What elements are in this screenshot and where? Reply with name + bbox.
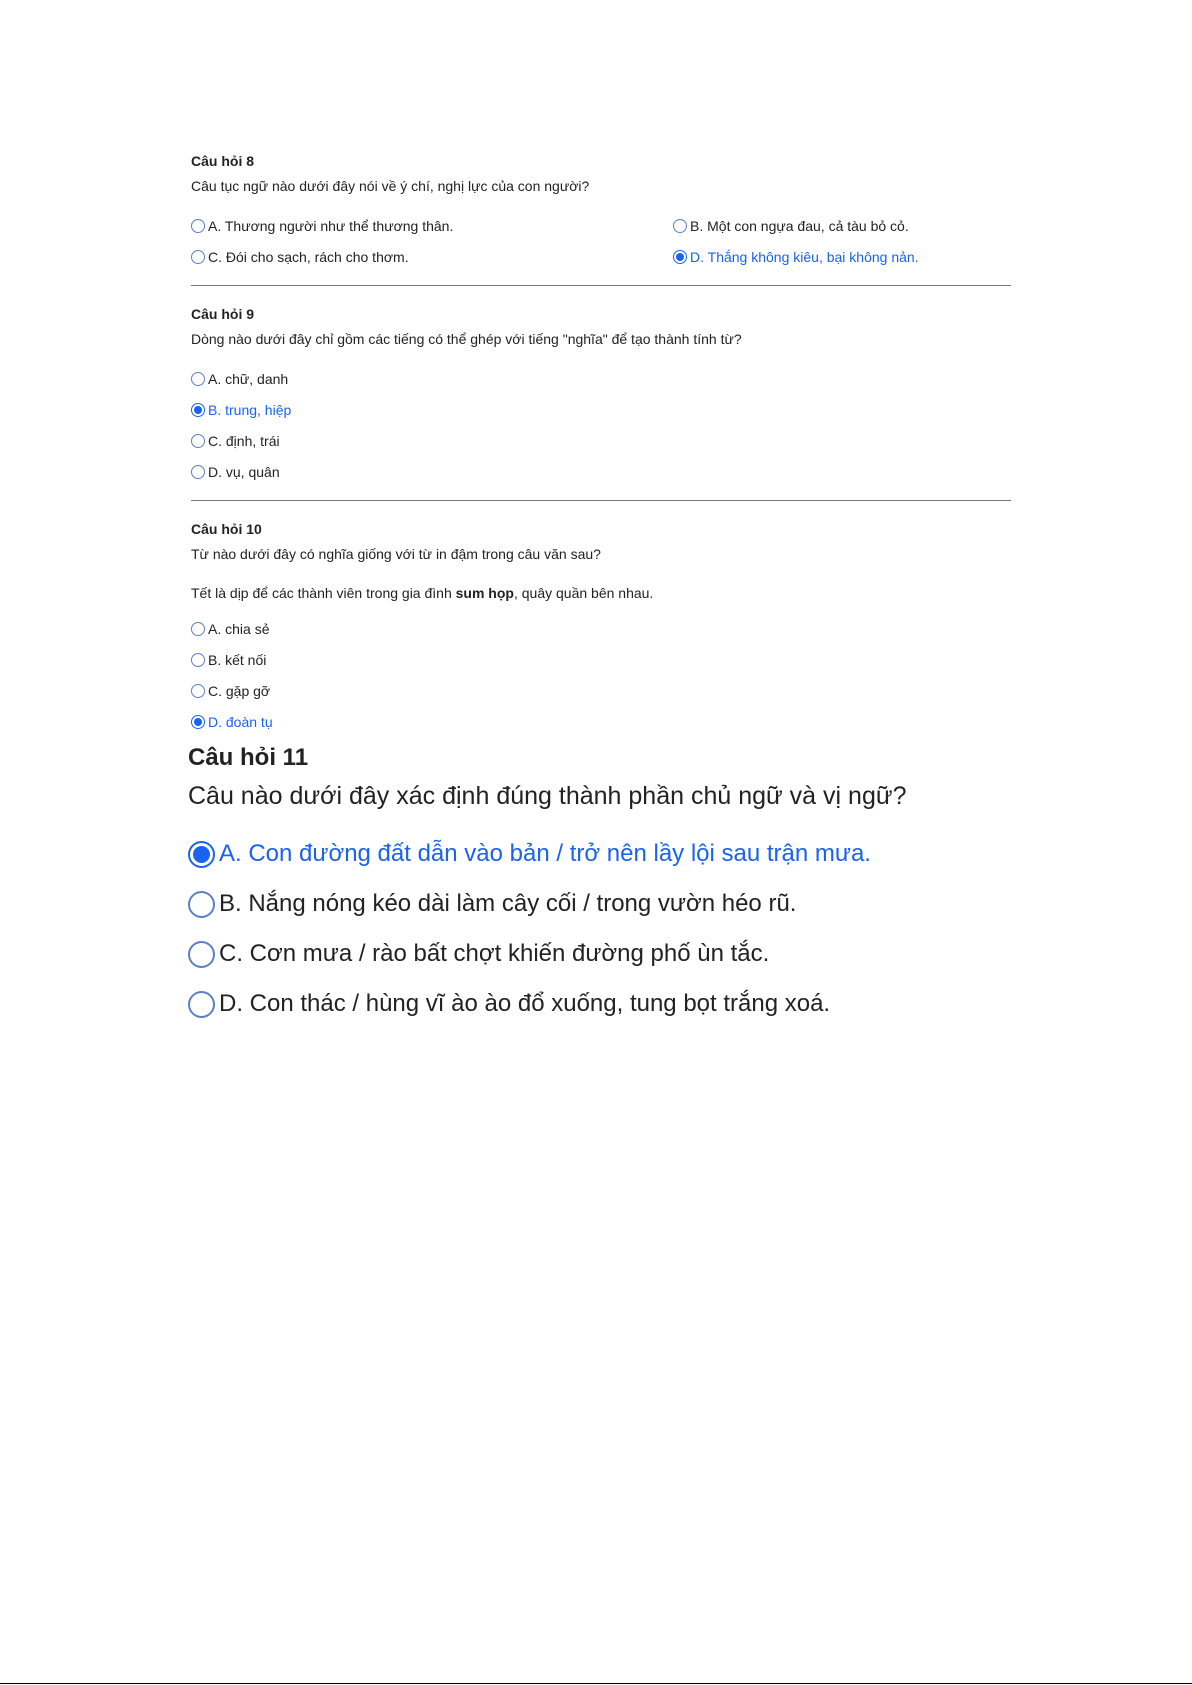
q11-options [188, 839, 1168, 1019]
radio-icon[interactable] [191, 219, 205, 233]
question-10-title: Câu hỏi 10 [191, 521, 262, 537]
question-9-title: Câu hỏi 9 [191, 306, 255, 322]
option-label: D. Thắng không kiêu, bại không nản. [690, 249, 919, 265]
question-10 [191, 521, 1011, 601]
radio-icon[interactable] [191, 465, 205, 479]
radio-icon[interactable] [191, 653, 205, 667]
q10-option-b[interactable] [191, 651, 273, 669]
option-label: B. trung, hiệp [208, 402, 292, 418]
option-label: A. Con đường đất dẫn vào bản / trở nên lầy lội sau trận mưa. [219, 840, 871, 867]
q8-option-b[interactable] [673, 217, 909, 235]
radio-selected-icon[interactable] [188, 841, 215, 868]
option-label: C. định, trái [208, 433, 280, 449]
q9-options [191, 370, 291, 481]
question-9-text: Dòng nào dưới đây chỉ gồm các tiếng có thể ghép với tiếng "nghĩa" để tạo thành tính từ? [191, 331, 742, 347]
q9-option-b[interactable] [191, 401, 291, 419]
radio-icon[interactable] [191, 250, 205, 264]
q8-option-d[interactable] [673, 248, 919, 266]
option-label: A. chia sẻ [208, 621, 270, 637]
q10-option-d[interactable] [191, 713, 273, 731]
radio-icon[interactable] [188, 891, 215, 918]
question-11 [188, 744, 1168, 1019]
radio-icon[interactable] [191, 434, 205, 448]
q8-option-c[interactable] [191, 248, 409, 266]
question-11-title: Câu hỏi 11 [188, 744, 309, 771]
option-label: A. Thương người như thể thương thân. [208, 218, 454, 234]
option-label: B. Một con ngựa đau, cả tàu bỏ cỏ. [690, 218, 909, 234]
option-label: C. Cơn mưa / rào bất chợt khiến đường phố ùn tắc. [219, 940, 770, 967]
option-label: D. Con thác / hùng vĩ ào ào đổ xuống, tung bọt trắng xoá. [219, 990, 831, 1017]
radio-selected-icon[interactable] [191, 403, 205, 417]
radio-icon[interactable] [191, 684, 205, 698]
passage-text: , quây quần bên nhau. [513, 585, 654, 601]
question-11-text: Câu nào dưới đây xác định đúng thành phần chủ ngữ và vị ngữ? [188, 782, 907, 810]
passage-text: Tết là dịp để các thành viên trong gia đình [191, 585, 456, 601]
q9-option-a[interactable] [191, 370, 291, 388]
radio-selected-icon[interactable] [673, 250, 687, 264]
option-label: C. Đói cho sạch, rách cho thơm. [208, 249, 409, 265]
option-label: D. đoàn tụ [208, 714, 273, 730]
q11-option-d[interactable] [188, 989, 1168, 1019]
divider [191, 285, 1011, 286]
option-label: D. vụ, quân [208, 464, 280, 480]
radio-selected-icon[interactable] [191, 715, 205, 729]
question-8-title: Câu hỏi 8 [191, 153, 255, 169]
radio-icon[interactable] [191, 622, 205, 636]
q11-option-c[interactable] [188, 939, 1168, 969]
passage-bold-word: sum họp [455, 585, 514, 601]
question-8 [191, 153, 1011, 194]
question-10-passage [191, 585, 1011, 601]
question-10-text: Từ nào dưới đây có nghĩa giống với từ in đậm trong câu văn sau? [191, 546, 601, 562]
option-label: A. chữ, danh [208, 371, 289, 387]
divider [191, 500, 1011, 501]
q9-option-d[interactable] [191, 463, 291, 481]
radio-icon[interactable] [191, 372, 205, 386]
q11-option-b[interactable] [188, 889, 1168, 919]
question-8-text: Câu tục ngữ nào dưới đây nói về ý chí, nghị lực của con người? [191, 178, 590, 194]
q8-option-a[interactable] [191, 217, 453, 235]
q10-options [191, 620, 273, 731]
q10-option-a[interactable] [191, 620, 273, 638]
q10-option-c[interactable] [191, 682, 273, 700]
option-label: C. gặp gỡ [208, 683, 271, 699]
option-label: B. Nắng nóng kéo dài làm cây cối / trong vườn héo rũ. [219, 890, 797, 917]
q9-option-c[interactable] [191, 432, 291, 450]
option-label: B. kết nối [208, 652, 267, 668]
page-bottom-border [0, 1683, 1192, 1684]
radio-icon[interactable] [188, 991, 215, 1018]
radio-icon[interactable] [188, 941, 215, 968]
q11-option-a[interactable] [188, 839, 1168, 869]
question-9 [191, 306, 1011, 347]
radio-icon[interactable] [673, 219, 687, 233]
